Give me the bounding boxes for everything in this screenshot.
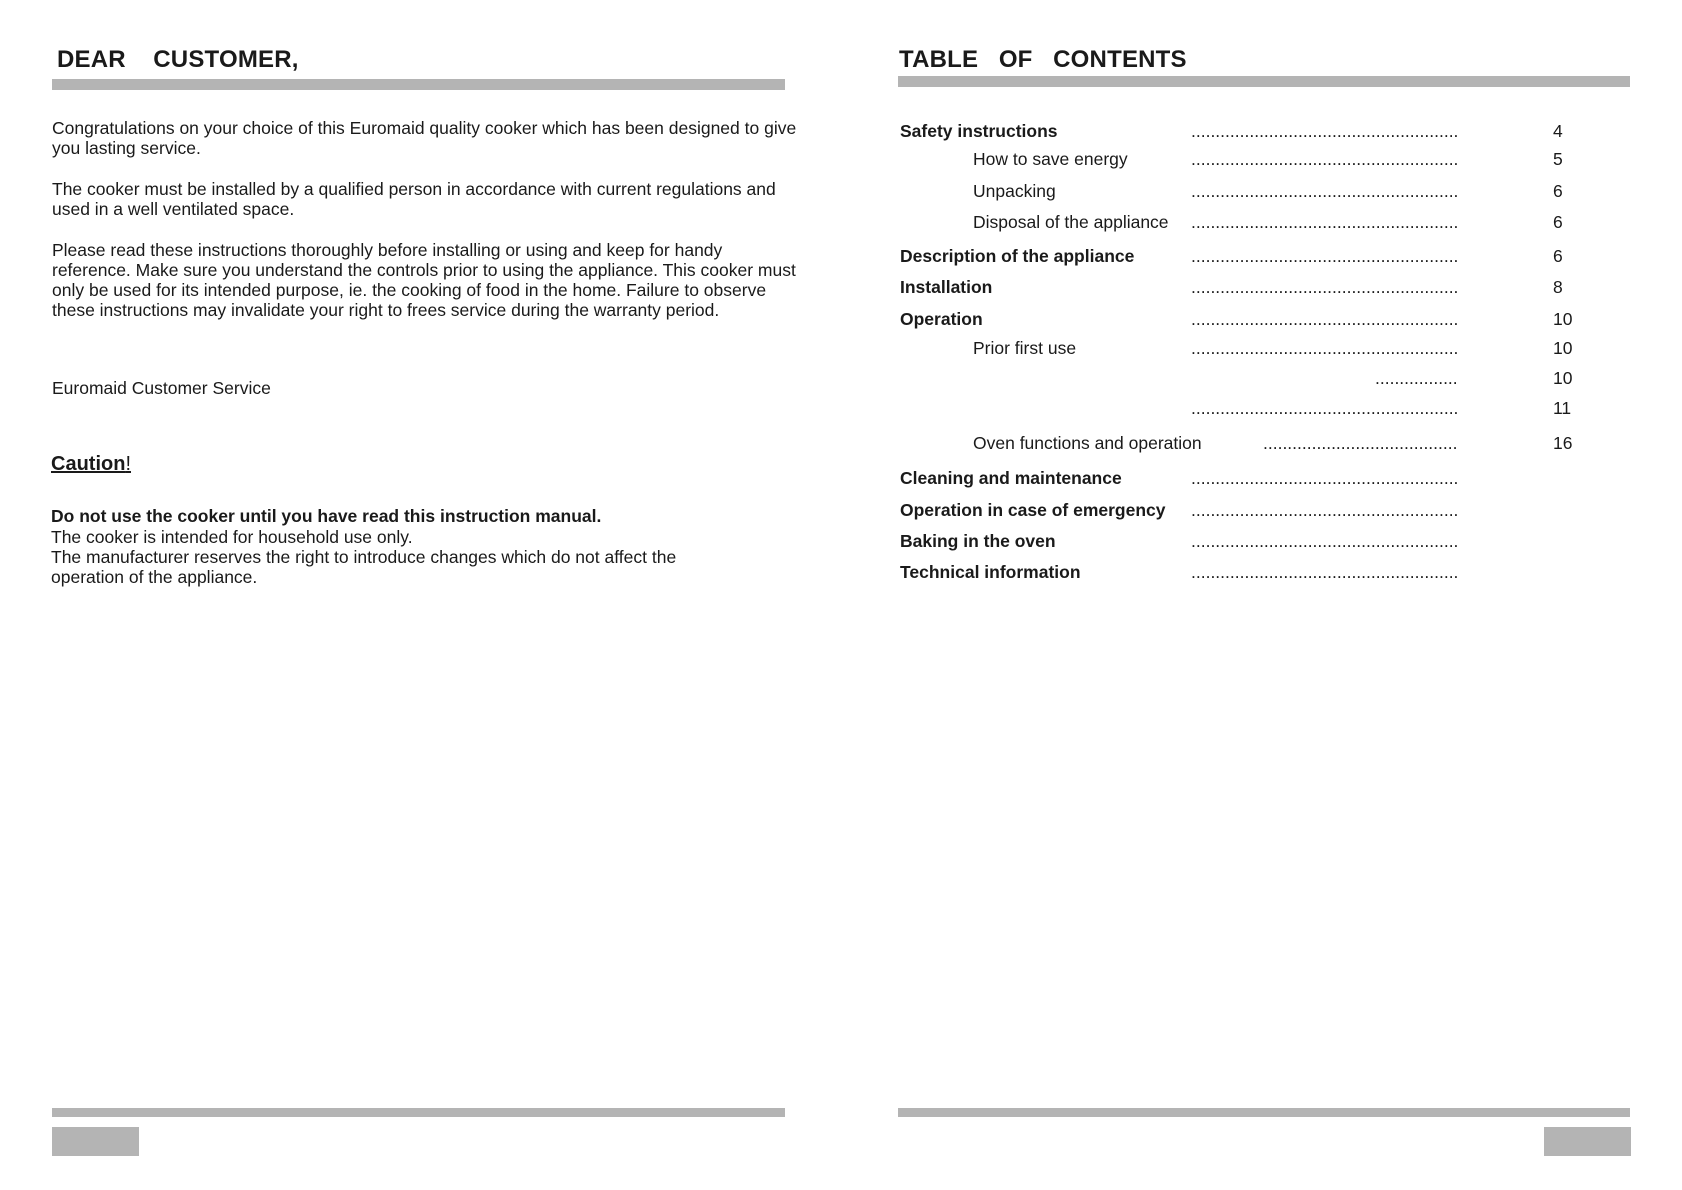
caution-line-2: The manufacturer reserves the right to introduce changes which do not affect the operation of the appliance.: [51, 547, 677, 587]
toc-entry-page-number: 8: [1553, 277, 1563, 297]
right-footer-rule: [898, 1108, 1630, 1117]
toc-entry-page-number: 11: [1553, 398, 1572, 418]
toc-entry-label: Description of the appliance: [900, 246, 1135, 266]
toc-entry-label: Disposal of the appliance: [973, 212, 1169, 232]
toc-entry-leader-dots: .......................................................: [1191, 531, 1459, 551]
left-page-heading: DEAR CUSTOMER,: [57, 46, 299, 73]
toc-entry-leader-dots: .......................................................: [1191, 338, 1459, 358]
caution-mark: !: [125, 453, 131, 475]
toc-entry-label: Prior first use: [973, 338, 1077, 358]
caution-line-1: The cooker is intended for household use only.: [51, 527, 413, 547]
toc-entry-page-number: 10: [1553, 368, 1573, 388]
toc-entry-leader-dots: .......................................................: [1191, 121, 1459, 141]
toc-entry-leader-dots: .......................................................: [1191, 246, 1459, 266]
left-page-number-box: [52, 1127, 139, 1156]
toc-entry-leader-dots: .......................................................: [1191, 212, 1459, 232]
toc-entry-leader-dots: .......................................................: [1191, 277, 1459, 297]
toc-entry-page-number: 10: [1553, 338, 1573, 358]
toc-entry-leader-dots: .................: [1375, 368, 1458, 388]
toc-entry-leader-dots: .......................................................: [1191, 149, 1459, 169]
toc-entry-page-number: 5: [1553, 149, 1563, 169]
toc-entry-page-number: 6: [1553, 212, 1563, 232]
toc-entry-leader-dots: ........................................: [1263, 433, 1458, 453]
toc-entry-leader-dots: .......................................................: [1191, 398, 1459, 418]
toc-entry-label: Baking in the oven: [900, 531, 1056, 551]
toc-entry-leader-dots: .......................................................: [1191, 309, 1459, 329]
toc-entry-page-number: 6: [1553, 181, 1563, 201]
toc-entry-label: How to save energy: [973, 149, 1128, 169]
left-footer-rule: [52, 1108, 785, 1117]
intro-paragraph-3: Please read these instructions thoroughly before installing or using and keep for handy reference. Make sure you understand the controls prior to using the appliance. This cooker must only be used for its intended purpose, ie. the cooking of food in the home. Failure to observe these instructions may invalidate your right to frees service during the warranty period.: [52, 240, 796, 320]
caution-bold-line: Do not use the cooker until you have read this instruction manual.: [51, 506, 602, 526]
toc-entry-leader-dots: .......................................................: [1191, 500, 1459, 520]
toc-entry-label: Safety instructions: [900, 121, 1058, 141]
right-page-number-box: [1544, 1127, 1631, 1156]
caution-title: [51, 453, 131, 476]
toc-heading-rule: [898, 76, 1630, 87]
intro-paragraph-2: The cooker must be installed by a qualified person in accordance with current regulations and used in a well ventilated space.: [52, 179, 776, 219]
left-heading-rule: [52, 79, 785, 90]
toc-entry-page-number: 10: [1553, 309, 1573, 329]
toc-entry-page-number: 16: [1553, 433, 1573, 453]
toc-entry-page-number: 4: [1553, 121, 1563, 141]
toc-entry-leader-dots: .......................................................: [1191, 562, 1459, 582]
toc-entry-label: Operation: [900, 309, 983, 329]
toc-entry-label: Unpacking: [973, 181, 1056, 201]
customer-service-signature: Euromaid Customer Service: [52, 378, 271, 398]
toc-entry-label: Operation in case of emergency: [900, 500, 1166, 520]
caution-title-text: Caution: [51, 453, 126, 475]
toc-heading: TABLE OF CONTENTS: [899, 46, 1187, 73]
toc-entry-page-number: 6: [1553, 246, 1563, 266]
toc-entry-label: Oven functions and operation: [973, 433, 1202, 453]
toc-entry-leader-dots: .......................................................: [1191, 181, 1459, 201]
intro-paragraph-1: Congratulations on your choice of this Euromaid quality cooker which has been designed to give you lasting service.: [52, 118, 797, 158]
toc-entry-label: Cleaning and maintenance: [900, 468, 1122, 488]
toc-entry-label: Technical information: [900, 562, 1081, 582]
toc-entry-label: Installation: [900, 277, 993, 297]
toc-entry-leader-dots: .......................................................: [1191, 468, 1459, 488]
